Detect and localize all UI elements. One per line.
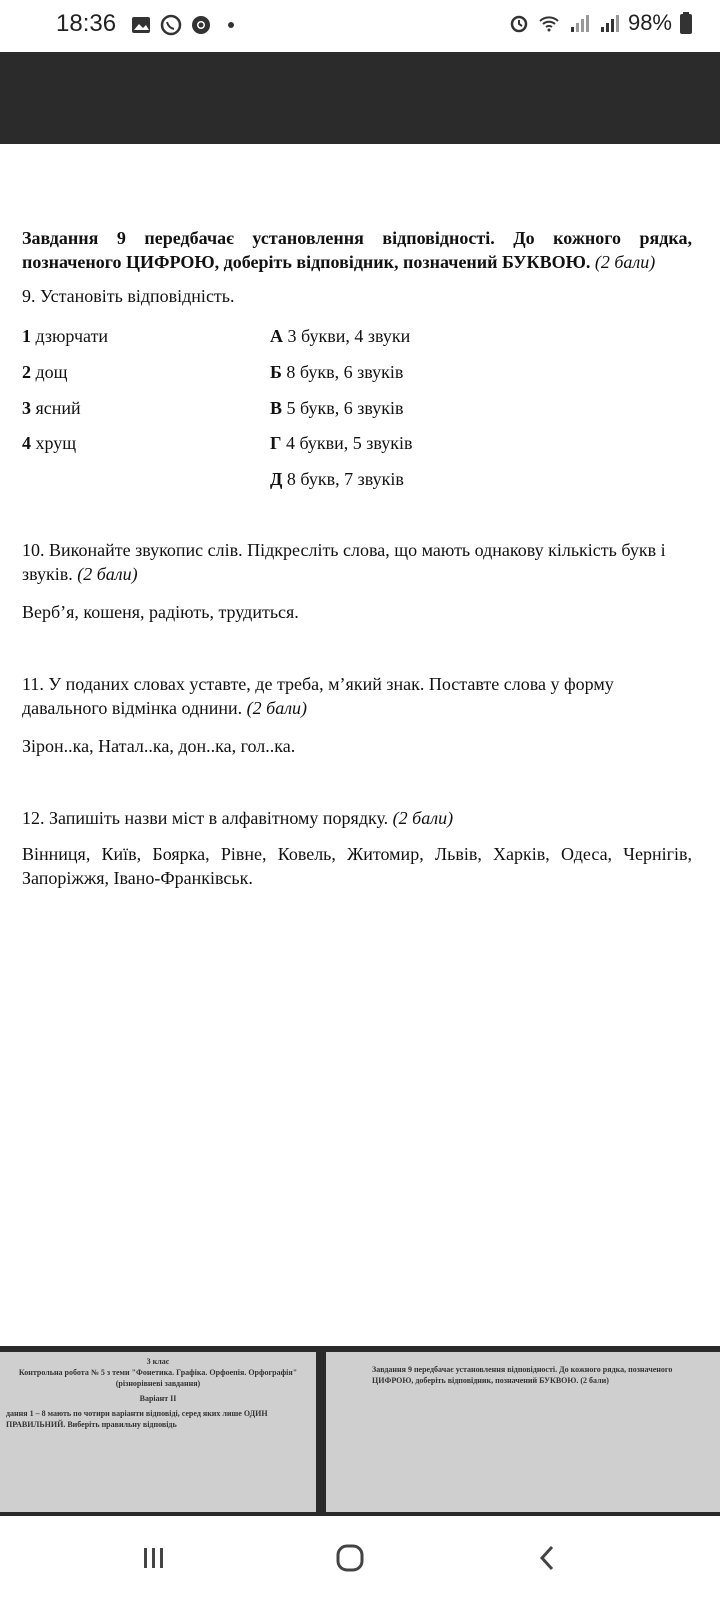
question-12-words: Вінниця, Київ, Боярка, Рівне, Ковель, Житомир, Львів, Харків, Одеса, Чернігів, Запоріжжя, Івано-Франківськ.: [22, 844, 692, 888]
question-12-text: 12. Запишіть назви міст в алфавітному порядку.: [22, 808, 389, 828]
item-letter: Д: [270, 469, 283, 489]
item-number: 1: [22, 326, 31, 346]
item-number: 4: [22, 433, 31, 453]
thumb-text: дання 1 – 8 мають по чотири варіанти відповіді, серед яких лише ОДИН ПРАВИЛЬНИЙ. Виберіть правильну відповідь: [6, 1409, 268, 1429]
task-intro-text: Завдання 9 передбачає установлення відповідності. До кожного рядка, позначеного ЦИФРОЮ, доберіть відповідник, позначений БУКВОЮ.: [22, 228, 692, 272]
back-button[interactable]: [526, 1536, 570, 1580]
item-answer: 5 букв, 6 звуків: [286, 398, 404, 418]
notification-icons: [130, 14, 242, 36]
document-page: [22, 226, 692, 890]
wifi-icon: [538, 12, 560, 34]
home-icon: [334, 1542, 366, 1574]
right-item-d: [270, 469, 404, 490]
right-item-h: [270, 433, 413, 454]
left-item-2: [22, 362, 68, 383]
thumb-subtitle: Контрольна робота № 5 з теми "Фонетика. Графіка. Орфоепія. Орфографія" (різнорівневі завдання): [18, 1368, 298, 1388]
question-11-words: Зірон..ка, Натал..ка, дон..ка, гол..ка.: [22, 736, 296, 756]
status-time: 18:36: [56, 10, 117, 37]
recent-apps-icon: [139, 1543, 169, 1573]
question-9: 9. Установіть відповідність.: [22, 286, 235, 306]
gallery-icon: [130, 14, 152, 36]
item-answer: 3 букви, 4 звуки: [287, 326, 411, 346]
item-word: дзюрчати: [35, 326, 109, 346]
question-11-text: 11. У поданих словах уставте, де треба, м’який знак. Поставте слова у форму давального відмінка однини.: [22, 674, 614, 718]
viber-icon: [160, 14, 182, 36]
question-10: [22, 538, 692, 586]
item-answer: 8 букв, 6 звуків: [286, 362, 404, 382]
question-12: [22, 806, 692, 830]
thumb-variant: Варіант II: [139, 1394, 177, 1403]
item-number: 3: [22, 398, 31, 418]
recent-apps-button[interactable]: [132, 1536, 176, 1580]
image-viewer-toolbar: [0, 52, 720, 144]
question-12-points: (2 бали): [392, 808, 454, 828]
chrome-icon: [190, 14, 212, 36]
item-number: 2: [22, 362, 31, 382]
item-letter: А: [270, 326, 283, 346]
item-word: дощ: [35, 362, 68, 382]
item-letter: Г: [270, 433, 282, 453]
question-10-words: Верб’я, кошеня, радіють, трудиться.: [22, 602, 299, 622]
item-word: ясний: [35, 398, 81, 418]
task-intro: [22, 226, 692, 274]
question-11: [22, 672, 692, 720]
thumbnail-page-2[interactable]: [326, 1352, 720, 1512]
battery-percent: 98%: [627, 10, 672, 35]
alarm-icon: [508, 12, 530, 34]
page-thumbnails: [0, 1346, 720, 1516]
thumb-title: 3 клас: [146, 1357, 170, 1366]
back-icon: [533, 1543, 563, 1573]
right-item-b: [270, 362, 403, 383]
question-11-points: (2 бали): [246, 698, 308, 718]
left-item-1: [22, 326, 108, 347]
status-bar: [0, 0, 720, 52]
right-item-v: [270, 398, 403, 419]
thumbnail-page-1[interactable]: [0, 1352, 316, 1512]
system-nav-bar: [0, 1516, 720, 1600]
signal-icon-2: [598, 12, 620, 34]
question-10-points: (2 бали): [77, 564, 138, 584]
right-item-a: [270, 326, 410, 347]
item-letter: В: [270, 398, 283, 418]
item-answer: 4 букви, 5 звуків: [285, 433, 413, 453]
item-word: хрущ: [35, 433, 77, 453]
task-intro-points: (2 бали): [594, 252, 656, 272]
thumb-text: Завдання 9 передбачає установлення відповідності. До кожного рядка, позначеного ЦИФРОЮ, доберіть відповідник, позначений БУКВОЮ. (2 бали): [372, 1365, 673, 1385]
signal-icon-1: [568, 12, 590, 34]
item-letter: Б: [270, 362, 282, 382]
left-item-4: [22, 433, 76, 454]
battery-icon: [680, 12, 692, 34]
question-10-text: 10. Виконайте звукопис слів. Підкресліть слова, що мають однакову кількість букв і звуків.: [22, 540, 666, 584]
item-answer: 8 букв, 7 звуків: [286, 469, 404, 489]
home-button[interactable]: [328, 1536, 372, 1580]
dot-icon: [220, 14, 242, 36]
matching-table: [22, 326, 692, 496]
left-item-3: [22, 398, 81, 419]
system-icons: [508, 10, 692, 36]
